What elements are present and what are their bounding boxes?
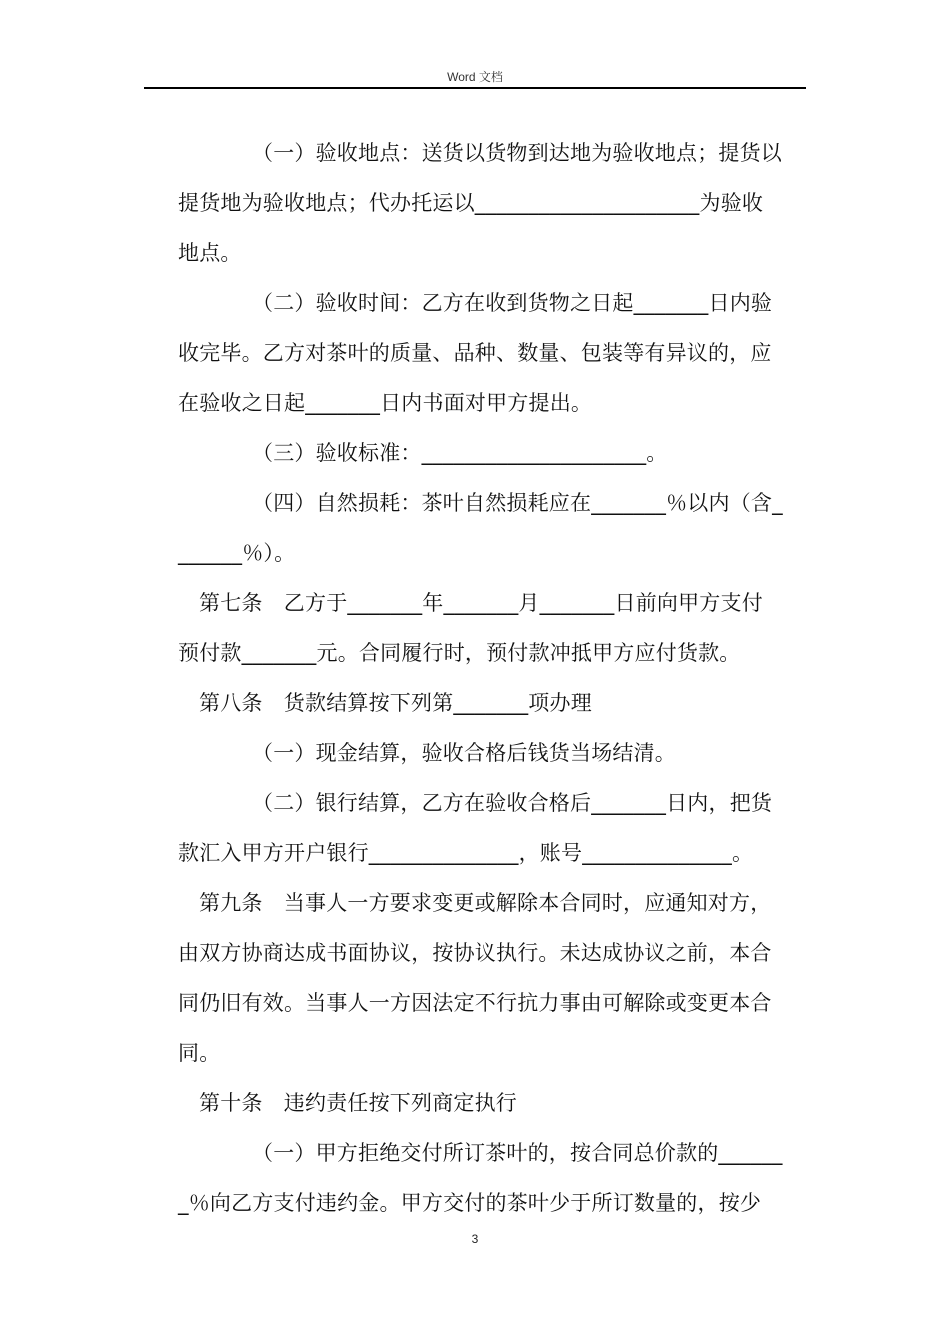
paragraph-line: _％向乙方支付违约金。甲方交付的茶叶少于所订数量的，按少 [178,1191,762,1215]
paragraph-line: 同仍旧有效。当事人一方因法定不行抗力事由可解除或变更本合 [178,991,772,1015]
paragraph-line: 在验收之日起_______日内书面对甲方提出。 [178,391,593,415]
article-heading-9: 第九条 当事人一方要求变更或解除本合同时，应通知对方， [199,891,772,915]
document-body [178,128,808,1228]
page-number: 3 [471,1232,479,1246]
paragraph-line: 预付款_______元。合同履行时，预付款冲抵甲方应付货款。 [178,641,741,665]
paragraph-line: （一）现金结算，验收合格后钱货当场结清。 [252,741,676,765]
article-heading-8: 第八条 货款结算按下列第_______项办理 [199,691,592,715]
paragraph-line: （二）验收时间：乙方在收到货物之日起_______日内验 [252,291,773,315]
paragraph-line: （二）银行结算，乙方在验收合格后_______日内，把货 [252,791,773,815]
paragraph-line: 地点。 [178,241,242,265]
paragraph-line: 款汇入甲方开户银行______________，账号______________。 [178,841,754,865]
paragraph-line: ______％）。 [178,541,296,565]
paragraph-line: （一）验收地点：送货以货物到达地为验收地点；提货以 [252,141,782,165]
paragraph-line: （一）甲方拒绝交付所订茶叶的，按合同总价款的______ [252,1141,783,1165]
page-header: Word 文档 [447,70,503,84]
article-heading-10: 第十条 违约责任按下列商定执行 [199,1091,517,1115]
paragraph-line: 由双方协商达成书面协议，按协议执行。未达成协议之前，本合 [178,941,772,965]
paragraph-line: （三）验收标准：_____________________。 [252,441,668,465]
header-divider [144,87,806,89]
paragraph-line: （四）自然损耗：茶叶自然损耗应在_______％以内（含_ [252,491,783,515]
paragraph-line: 提货地为验收地点；代办托运以_____________________为验收 [178,191,764,215]
article-heading-7: 第七条 乙方于_______年_______月_______日前向甲方支付 [199,591,763,615]
paragraph-line: 同。 [178,1041,221,1065]
paragraph-line: 收完毕。乙方对茶叶的质量、品种、数量、包装等有异议的，应 [178,341,772,365]
